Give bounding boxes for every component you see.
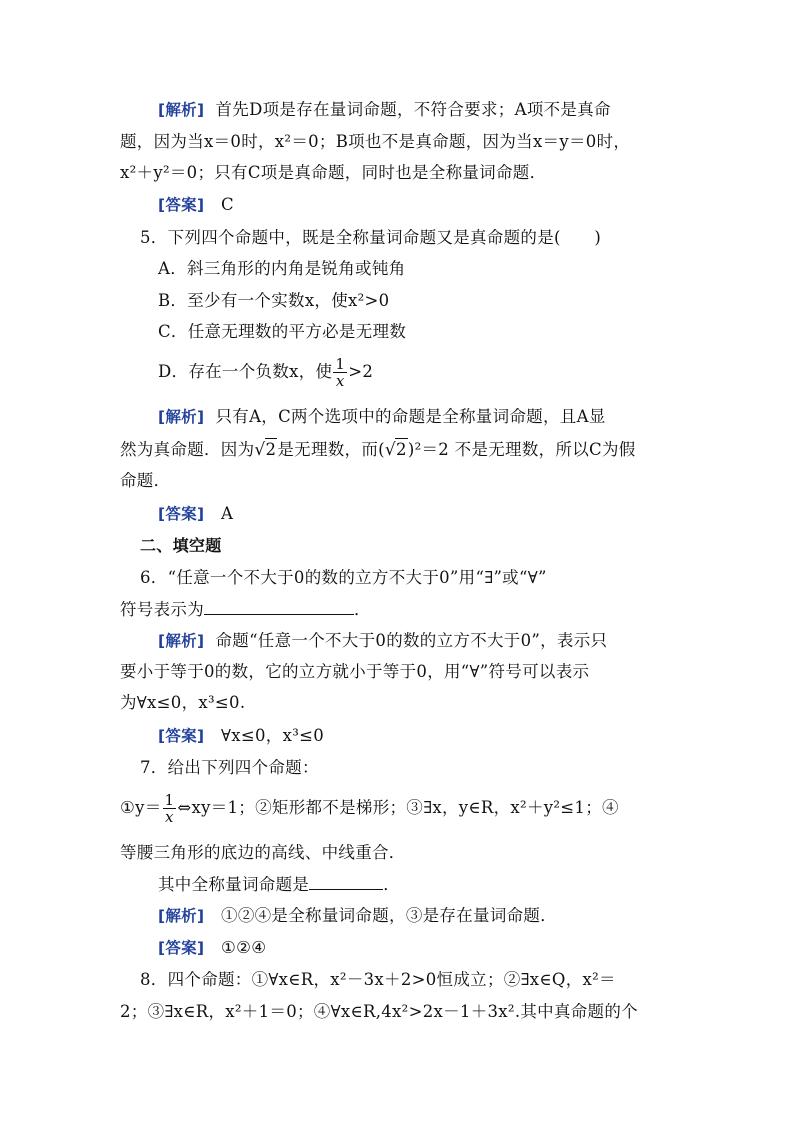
q5-analysis-line-1: [解析] 只有A，C两个选项中的命题是全称量词命题，且A显 <box>158 407 606 426</box>
q7-line-3: 等腰三角形的底边的高线、中线重合． <box>120 843 406 862</box>
q6-analysis-line-1: [解析] 命题“任意一个不大于0的数的立方不大于0”，表示只 <box>158 631 608 650</box>
q5-option-c: C．任意无理数的平方必是无理数 <box>158 322 407 341</box>
answer-tag: [答案] <box>158 505 205 523</box>
answer-tag: [答案] <box>158 727 205 745</box>
q7-analysis: [解析] ①②④是全称量词命题，③是存在量词命题． <box>158 906 558 925</box>
analysis-tag: [解析] <box>158 408 205 426</box>
answer-blank[interactable] <box>309 873 383 890</box>
q7-stem: 7．给出下列四个命题： <box>140 758 319 777</box>
q5-option-a: A．斜三角形的内角是锐角或钝角 <box>158 259 406 278</box>
q4-answer: [答案] C <box>158 195 234 214</box>
q5-analysis-line-2: 然为真命题．因为√2是无理数，而(√2)²＝2 不是无理数，所以C为假 <box>120 440 636 460</box>
fraction: $\frac{1}{x}$ <box>164 791 175 826</box>
q6-analysis-line-3: 为∀x≤0，x³≤0. <box>120 693 246 712</box>
sqrt-symbol: √ <box>384 440 397 460</box>
q4-analysis-line-1: [解析] 首先D项是存在量词命题，不符合要求；A项不是真命 <box>158 100 611 119</box>
q5-analysis-line-3: 命题． <box>120 471 171 490</box>
q4-analysis-line-3: x²＋y²＝0；只有C项是真命题，同时也是全称量词命题． <box>120 163 547 182</box>
q5-option-d: D．存在一个负数x，使 $\frac{1}{x}$ >2 <box>158 355 374 390</box>
fraction: $\frac{1}{x}$ <box>335 355 346 390</box>
q8-line-1: 8．四个命题：①∀x∈R，x²－3x＋2>0恒成立；②∃x∈Q，x²＝ <box>140 970 616 989</box>
section-heading: 二、填空题 <box>140 536 222 555</box>
q7-answer: [答案] ①②④ <box>158 938 267 957</box>
q8-line-2: 2；③∃x∈R，x²＋1＝0；④∀x∈R,4x²>2x－1＋3x².其中真命题的个 <box>120 1002 638 1021</box>
q4-analysis-line-2: 题，因为当x＝0时，x²＝0；B项也不是真命题，因为当x＝y＝0时， <box>120 132 631 151</box>
answer-blank[interactable] <box>204 598 354 615</box>
analysis-tag: [解析] <box>158 632 205 650</box>
q6-answer: [答案] ∀x≤0，x³≤0 <box>158 726 325 745</box>
q6-line-2: 符号表示为 ． <box>120 600 371 619</box>
q5-answer: [答案] A <box>158 504 234 523</box>
answer-tag: [答案] <box>158 939 205 957</box>
q7-line-2: ①y＝ $\frac{1}{x}$ ⇔xy＝1；②矩形都不是梯形；③∃x，y∈R，x²＋y²≤1；④ <box>120 791 619 826</box>
q5-stem: 5．下列四个命题中，既是全称量词命题又是真命题的是( ) <box>140 228 602 247</box>
analysis-tag: [解析] <box>158 101 205 119</box>
q6-line-1: 6．“任意一个不大于0的数的立方不大于0”用“∃”或“∀” <box>140 568 547 587</box>
sqrt-symbol: √ <box>254 440 266 460</box>
analysis-tag: [解析] <box>158 907 205 925</box>
answer-tag: [答案] <box>158 196 205 214</box>
q6-analysis-line-2: 要小于等于0的数，它的立方就小于等于0，用“∀”符号可以表示 <box>120 662 590 681</box>
q7-line-4: 其中全称量词命题是 ． <box>158 875 401 894</box>
q5-option-b: B．至少有一个实数x，使x²>0 <box>158 291 390 310</box>
